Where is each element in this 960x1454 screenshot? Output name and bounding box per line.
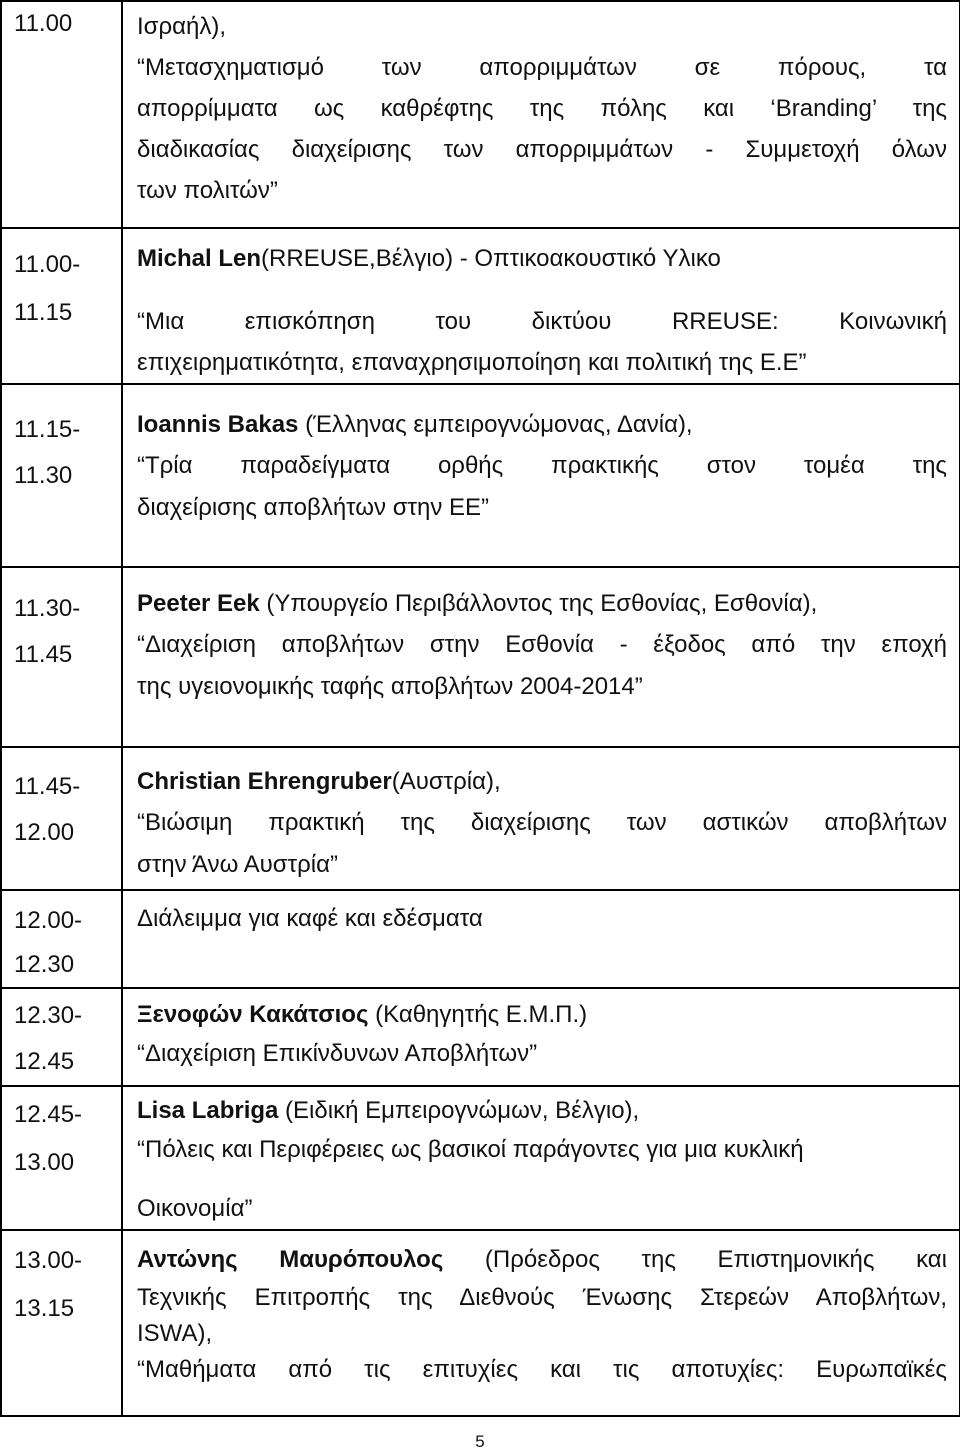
session-text: “Τρία παραδείγματα ορθής πρακτικής στον τομέα της [137, 452, 947, 479]
time-cell [1, 228, 122, 384]
session-text: των πολιτών” [137, 177, 278, 204]
session-line [137, 239, 947, 279]
session-line [137, 487, 947, 529]
session-line [137, 301, 947, 343]
session-line [137, 899, 947, 939]
session-line [137, 762, 947, 802]
time-cell [1, 384, 122, 567]
time-start: 11.00- [14, 251, 81, 278]
session-text: Ισραήλ), [137, 13, 227, 40]
time-start: 11.30- [14, 595, 81, 622]
time-cell [1, 1086, 122, 1230]
session-line [137, 170, 947, 211]
session-text: “Διαχείριση Επικίνδυνων Αποβλήτων” [137, 1040, 538, 1067]
session-cell [122, 567, 960, 747]
time-start: 12.45- [14, 1101, 83, 1128]
speaker-name: Lisa Labriga [137, 1097, 279, 1124]
session-text: διαχείρισης αποβλήτων στην ΕΕ” [137, 494, 490, 521]
time-end: 13.00 [14, 1149, 75, 1176]
agenda-row [1, 384, 960, 567]
session-line [137, 802, 947, 844]
speaker-name: Αντώνης Μαυρόπουλος [137, 1246, 444, 1273]
session-line [137, 1317, 947, 1351]
time-end: 13.15 [14, 1295, 75, 1322]
session-cell [122, 1230, 960, 1416]
time-cell [1, 988, 122, 1086]
time-cell [1, 1230, 122, 1416]
session-line [137, 88, 947, 129]
session-line [137, 844, 947, 886]
session-text: στην Άνω Αυστρία” [137, 851, 338, 878]
session-line [137, 995, 947, 1035]
session-text: απορρίμματα ως καθρέφτης της πόλης και ‘Branding’ της [137, 95, 947, 122]
session-line [137, 1241, 947, 1279]
speaker-name: Peeter Eek [137, 590, 260, 617]
session-text: (Καθηγητής Ε.Μ.Π.) [368, 1001, 588, 1028]
time-start: 11.00 [14, 10, 73, 37]
session-line [137, 1131, 947, 1169]
agenda-row [1, 1086, 960, 1230]
session-text: (Έλληνας εμπειρογνώμονας, Δανία), [298, 411, 693, 438]
session-cell [122, 747, 960, 890]
time-end: 12.00 [14, 819, 75, 846]
session-text: Διάλειμμα για καφέ και εδέσματα [137, 905, 483, 932]
time-start: 12.30- [14, 1002, 83, 1029]
time-cell [1, 747, 122, 890]
agenda-row [1, 890, 960, 988]
session-text: επιχειρηματικότητα, επαναχρησιμοποίηση και πολιτική της Ε.Ε” [137, 349, 807, 376]
session-text: (Πρόεδρος της Επιστημονικής και [443, 1246, 948, 1273]
session-text: Τεχνικής Επιτροπής της Διεθνούς Ένωσης Στερεών Αποβλήτων, [137, 1284, 947, 1311]
session-line [137, 666, 947, 708]
session-cell [122, 890, 960, 988]
agenda-row [1, 747, 960, 890]
session-cell [122, 384, 960, 567]
session-line [137, 129, 947, 170]
time-cell [1, 890, 122, 988]
session-line [137, 405, 947, 445]
time-end: 12.45 [14, 1048, 75, 1075]
session-text: της υγειονομικής ταφής αποβλήτων 2004-2014” [137, 673, 643, 700]
session-line [137, 343, 947, 383]
agenda-row [1, 1230, 960, 1416]
session-line [137, 1351, 947, 1389]
speaker-name: Ξενοφών Κακάτσιος [137, 1001, 369, 1028]
time-end: 11.15 [14, 299, 73, 326]
session-cell [122, 1, 960, 228]
time-start: 12.00- [14, 907, 83, 934]
session-text: “Μετασχηματισμό των απορριμμάτων σε πόρους, τα [137, 54, 947, 81]
agenda-row [1, 1, 960, 228]
page-number: 5 [475, 1432, 485, 1451]
session-text: “Βιώσιμη πρακτική της διαχείρισης των αστικών αποβλήτων [137, 809, 947, 836]
session-line [137, 1091, 947, 1131]
session-text: “Μια επισκόπηση του δικτύου RREUSE: Κοινωνική [137, 308, 947, 335]
session-line [137, 624, 947, 666]
session-cell [122, 1086, 960, 1230]
session-text: (RREUSE,Βέλγιο) - Οπτικοακουστικό Υλικο [261, 245, 721, 272]
time-cell [1, 1, 122, 228]
speaker-name: Christian Ehrengruber [137, 768, 392, 795]
session-line [137, 445, 947, 487]
session-text: “Μαθήματα από τις επιτυχίες και τις αποτυχίες: Ευρωπαϊκές [137, 1356, 947, 1383]
session-line [137, 1279, 947, 1317]
agenda-row [1, 228, 960, 384]
time-end: 11.45 [14, 641, 73, 668]
session-cell [122, 228, 960, 384]
session-text: διαδικασίας διαχείρισης των απορριμμάτων - Συμμετοχή όλων [137, 136, 947, 163]
time-start: 13.00- [14, 1247, 83, 1274]
session-line [137, 1035, 947, 1073]
agenda-row [1, 988, 960, 1086]
session-text: (Υπουργείο Περιβάλλοντος της Εσθονίας, Εσθονία), [259, 590, 818, 617]
session-text: “Πόλεις και Περιφέρειες ως βασικοί παράγοντες για μια κυκλική [137, 1136, 804, 1163]
session-line [137, 47, 947, 88]
time-start: 11.15- [14, 416, 81, 443]
agenda-row [1, 567, 960, 747]
session-line [137, 1189, 947, 1229]
speaker-name: Ioannis Bakas [137, 411, 299, 438]
time-cell [1, 567, 122, 747]
time-end: 11.30 [14, 462, 73, 489]
session-text: ISWA), [137, 1320, 213, 1347]
speaker-name: Michal Len [137, 245, 262, 272]
time-end: 12.30 [14, 951, 75, 978]
session-text: “Διαχείριση αποβλήτων στην Εσθονία - έξοδος από την εποχή [137, 631, 947, 658]
time-start: 11.45- [14, 773, 81, 800]
session-line [137, 7, 947, 47]
session-line [137, 584, 947, 624]
session-text: (Ειδική Εμπειρογνώμων, Βέλγιο), [278, 1097, 640, 1124]
session-text: (Αυστρία), [391, 768, 501, 795]
session-text: Οικονομία” [137, 1195, 253, 1222]
session-cell [122, 988, 960, 1086]
